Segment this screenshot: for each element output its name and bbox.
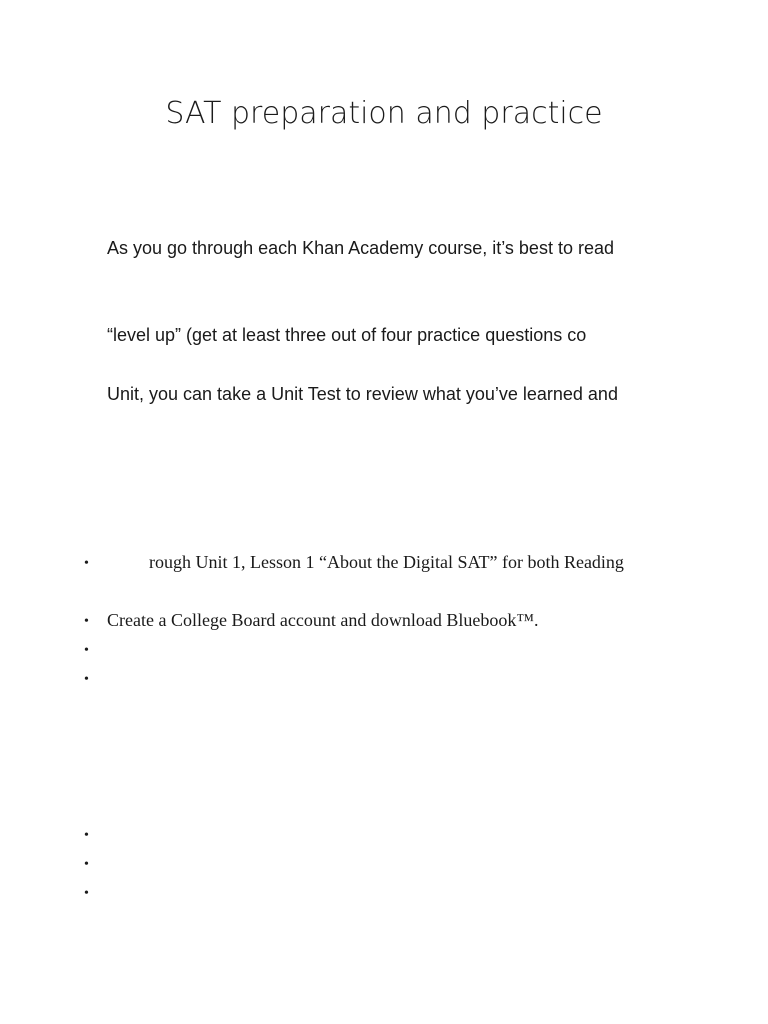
list-item-text: rough Unit 1, Lesson 1 “About the Digital SAT” for both Reading xyxy=(149,552,624,572)
list-item-text: Create a College Board account and download Bluebook™. xyxy=(107,610,539,630)
bullet-marker: • xyxy=(84,857,89,872)
paragraph-line-3: Unit, you can take a Unit Test to review what you’ve learned and xyxy=(107,384,618,404)
bullet-marker: • xyxy=(84,556,89,571)
bullet-marker: • xyxy=(84,672,89,687)
bullet-marker: • xyxy=(84,614,89,629)
bullet-marker: • xyxy=(84,886,89,901)
bullet-marker: • xyxy=(84,643,89,658)
paragraph-line-1: As you go through each Khan Academy course, it’s best to read xyxy=(107,238,614,258)
page-title: SAT preparation and practice xyxy=(165,96,603,131)
bullet-marker: • xyxy=(84,828,89,843)
paragraph-line-2: “level up” (get at least three out of four practice questions co xyxy=(107,325,587,345)
